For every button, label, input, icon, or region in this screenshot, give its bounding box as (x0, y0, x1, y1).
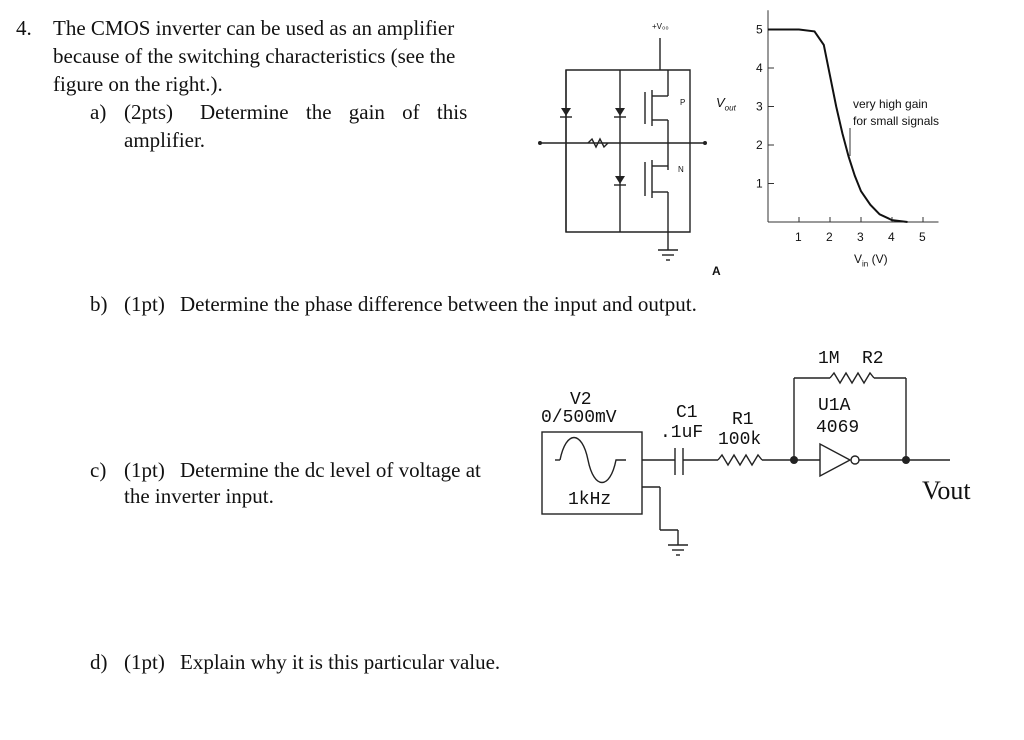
r1-value: 100k (718, 430, 762, 450)
part-c-text-line-2: the inverter input. (124, 484, 274, 508)
source-value: 0/500mV (541, 408, 617, 428)
vout-axis-sub: out (724, 103, 736, 113)
x-axis-letter: V (854, 252, 863, 266)
part-a-text-line-2: amplifier. (124, 128, 206, 152)
question-intro-line-3: figure on the right.). (53, 72, 223, 96)
c1-name: C1 (676, 403, 698, 423)
vout-output-label: Vout (922, 476, 971, 505)
r1-name: R1 (732, 410, 754, 430)
part-b-points: (1pt) (124, 292, 165, 316)
n-label: N (678, 165, 684, 174)
x-tick-label-5: 5 (919, 230, 926, 244)
part-a-points: (2pts) (124, 100, 173, 124)
source-name: V2 (570, 390, 592, 410)
u1-name: U1A (818, 396, 851, 416)
part-c-points: (1pt) (124, 458, 165, 482)
part-c-text-line-1: Determine the dc level of voltage at (180, 458, 481, 482)
u1-part: 4069 (816, 418, 860, 438)
gain-note-line-1: very high gain (853, 97, 928, 111)
x-tick-label-4: 4 (888, 230, 895, 244)
question-intro-line-1: The CMOS inverter can be used as an amplifier (53, 16, 455, 40)
part-a-text-line-1: Determine the gain of this (200, 100, 468, 124)
y-tick-label-3: 3 (756, 99, 763, 114)
p-label: P (680, 98, 686, 107)
source-frequency: 1kHz (568, 490, 612, 510)
vout-axis-letter: V (716, 95, 725, 110)
part-b-text: Determine the phase difference between the input and output. (180, 292, 697, 316)
question-number: 4. (16, 16, 32, 40)
y-tick-label-2: 2 (756, 138, 763, 152)
part-c-label: c) (90, 458, 107, 482)
bottom-label-a: A (712, 264, 721, 278)
y-tick-label-4: 4 (756, 61, 763, 75)
c1-value: .1uF (660, 423, 704, 443)
x-axis-sub: in (862, 259, 869, 269)
y-tick-label-1: 1 (756, 176, 763, 191)
part-d-text: Explain why it is this particular value. (180, 650, 501, 674)
x-tick-label-1: 1 (795, 230, 802, 244)
question-intro-line-2: because of the switching characteristics (see the (53, 44, 456, 68)
part-d-points: (1pt) (124, 650, 165, 674)
r2-value: 1M (818, 349, 840, 369)
x-tick-label-2: 2 (826, 230, 833, 244)
part-a-label: a) (90, 100, 107, 124)
x-tick-label-3: 3 (857, 230, 864, 244)
x-axis-unit: (V) (871, 252, 888, 266)
r2-name: R2 (862, 349, 884, 369)
part-b-label: b) (90, 292, 108, 316)
y-tick-label-5: 5 (756, 22, 763, 37)
gain-note-line-2: for small signals (853, 114, 940, 128)
part-d-label: d) (90, 650, 108, 674)
vdd-label: +V₀₀ (652, 22, 669, 31)
